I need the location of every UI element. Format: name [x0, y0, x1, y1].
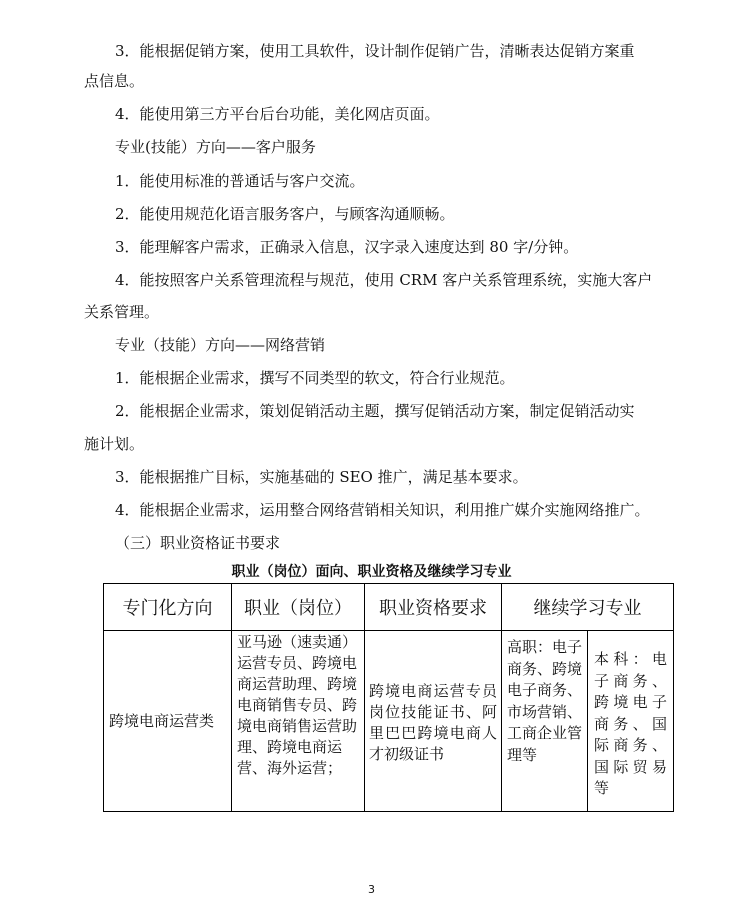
- cell-qualification: [365, 631, 502, 812]
- direction-text: 跨境电商运营类: [109, 711, 215, 730]
- cell-positions: [232, 631, 365, 812]
- cell-higher-vocational: [502, 631, 588, 812]
- table-header-row: [104, 584, 674, 631]
- qualification-text: 跨境电商运营专员岗位技能证书、阿里巴巴跨境电商人才初级证书: [369, 682, 497, 763]
- section-heading: （三）职业资格证书要求: [115, 534, 281, 552]
- page-number: 3: [368, 883, 375, 896]
- paragraph: 4．能使用第三方平台后台功能，美化网店页面。: [115, 105, 440, 123]
- paragraph: 施计划。: [84, 435, 145, 453]
- paragraph: 2．能使用规范化语言服务客户，与顾客沟通顺畅。: [115, 205, 455, 223]
- paragraph: 4．能按照客户关系管理流程与规范，使用 CRM 客户关系管理系统，实施大客户: [115, 271, 653, 289]
- higher-vocational-text: 高职：电子商务、跨境电子商务、市场营销、工商企业管理等: [507, 638, 583, 764]
- table-row: [104, 631, 674, 812]
- paragraph: 1．能根据企业需求，撰写不同类型的软文，符合行业规范。: [115, 369, 515, 387]
- paragraph: 2．能根据企业需求，策划促销活动主题，撰写促销活动方案，制定促销活动实: [115, 402, 635, 420]
- table-caption: 职业（岗位）面向、职业资格及继续学习专业: [231, 564, 512, 580]
- paragraph: 点信息。: [84, 72, 145, 90]
- header-further-study: 继续学习专业: [502, 584, 674, 631]
- header-direction: 专门化方向: [104, 584, 232, 631]
- cell-undergraduate: [588, 631, 674, 812]
- section-heading: 专业(技能）方向——客户服务: [115, 138, 316, 156]
- paragraph: 关系管理。: [84, 303, 160, 321]
- paragraph: 3．能理解客户需求，正确录入信息，汉字录入速度达到 80 字/分钟。: [115, 238, 579, 256]
- section-heading: 专业（技能）方向——网络营销: [115, 336, 326, 354]
- positions-text: 亚马逊（速卖通）运营专员、跨境电商运营助理、跨境电商销售专员、跨境电商销售运营助理、跨境电商运营、海外运营；: [237, 633, 358, 777]
- paragraph: 3．能根据促销方案，使用工具软件，设计制作促销广告，清晰表达促销方案重: [115, 42, 635, 60]
- header-qualification: 职业资格要求: [365, 584, 502, 631]
- undergraduate-text: 本科：电子商务、跨境电子商务、国际商务、国际贸易等: [594, 650, 667, 797]
- paragraph: 1．能使用标准的普通话与客户交流。: [115, 172, 365, 190]
- paragraph: 4．能根据企业需求，运用整合网络营销相关知识，利用推广媒介实施网络推广。: [115, 501, 650, 519]
- paragraph: 3．能根据推广目标，实施基础的 SEO 推广，满足基本要求。: [115, 468, 528, 486]
- cell-direction: [104, 631, 232, 812]
- header-position: 职业（岗位）: [232, 584, 365, 631]
- qualification-table: [103, 583, 674, 812]
